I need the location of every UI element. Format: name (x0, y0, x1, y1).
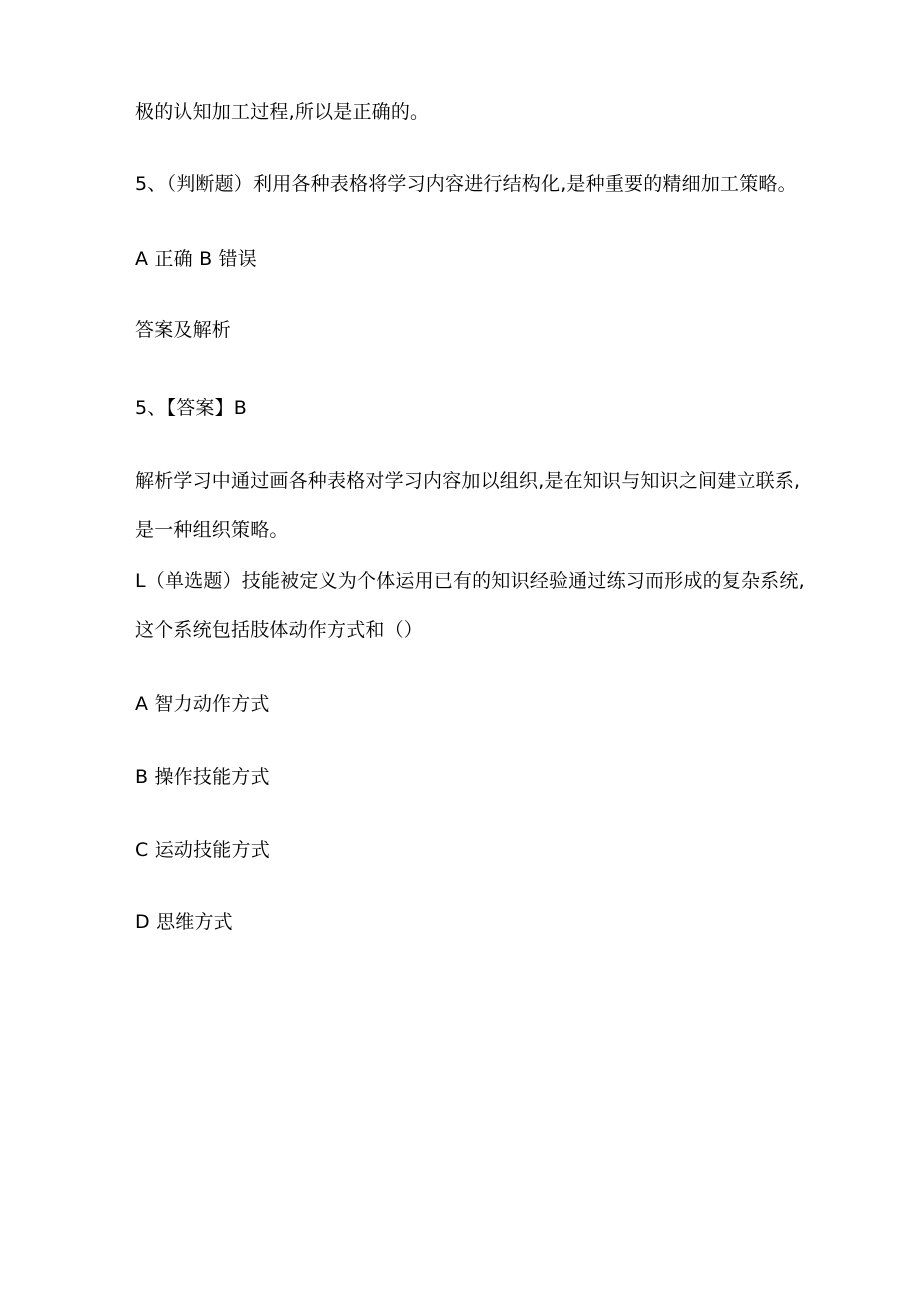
question-1-text-line-2: 这个系统包括肢体动作方式和（） (135, 619, 424, 641)
question-5-explanation-line-1: 解析学习中通过画各种表格对学习内容加以组织,是在知识与知识之间建立联系, (135, 470, 801, 492)
question-5-answer: 5、【答案】B (135, 397, 248, 419)
question-1-option-b: B 操作技能方式 (135, 766, 270, 788)
answer-section-heading: 答案及解析 (135, 319, 232, 341)
question-1-option-d: D 思维方式 (135, 911, 233, 933)
previous-explanation-end: 极的认知加工过程,所以是正确的。 (135, 101, 430, 123)
question-5-options: A 正确 B 错误 (135, 248, 257, 270)
question-1-option-c: C 运动技能方式 (135, 839, 270, 861)
question-1-option-a: A 智力动作方式 (135, 693, 270, 715)
question-5-text: 5、（判断题）利用各种表格将学习内容进行结构化,是种重要的精细加工策略。 (135, 173, 797, 195)
question-1-text-line-1: L（单选题）技能被定义为个体运用已有的知识经验通过练习而形成的复杂系统, (135, 570, 805, 592)
question-5-explanation-line-2: 是一种组织策略。 (135, 519, 289, 541)
